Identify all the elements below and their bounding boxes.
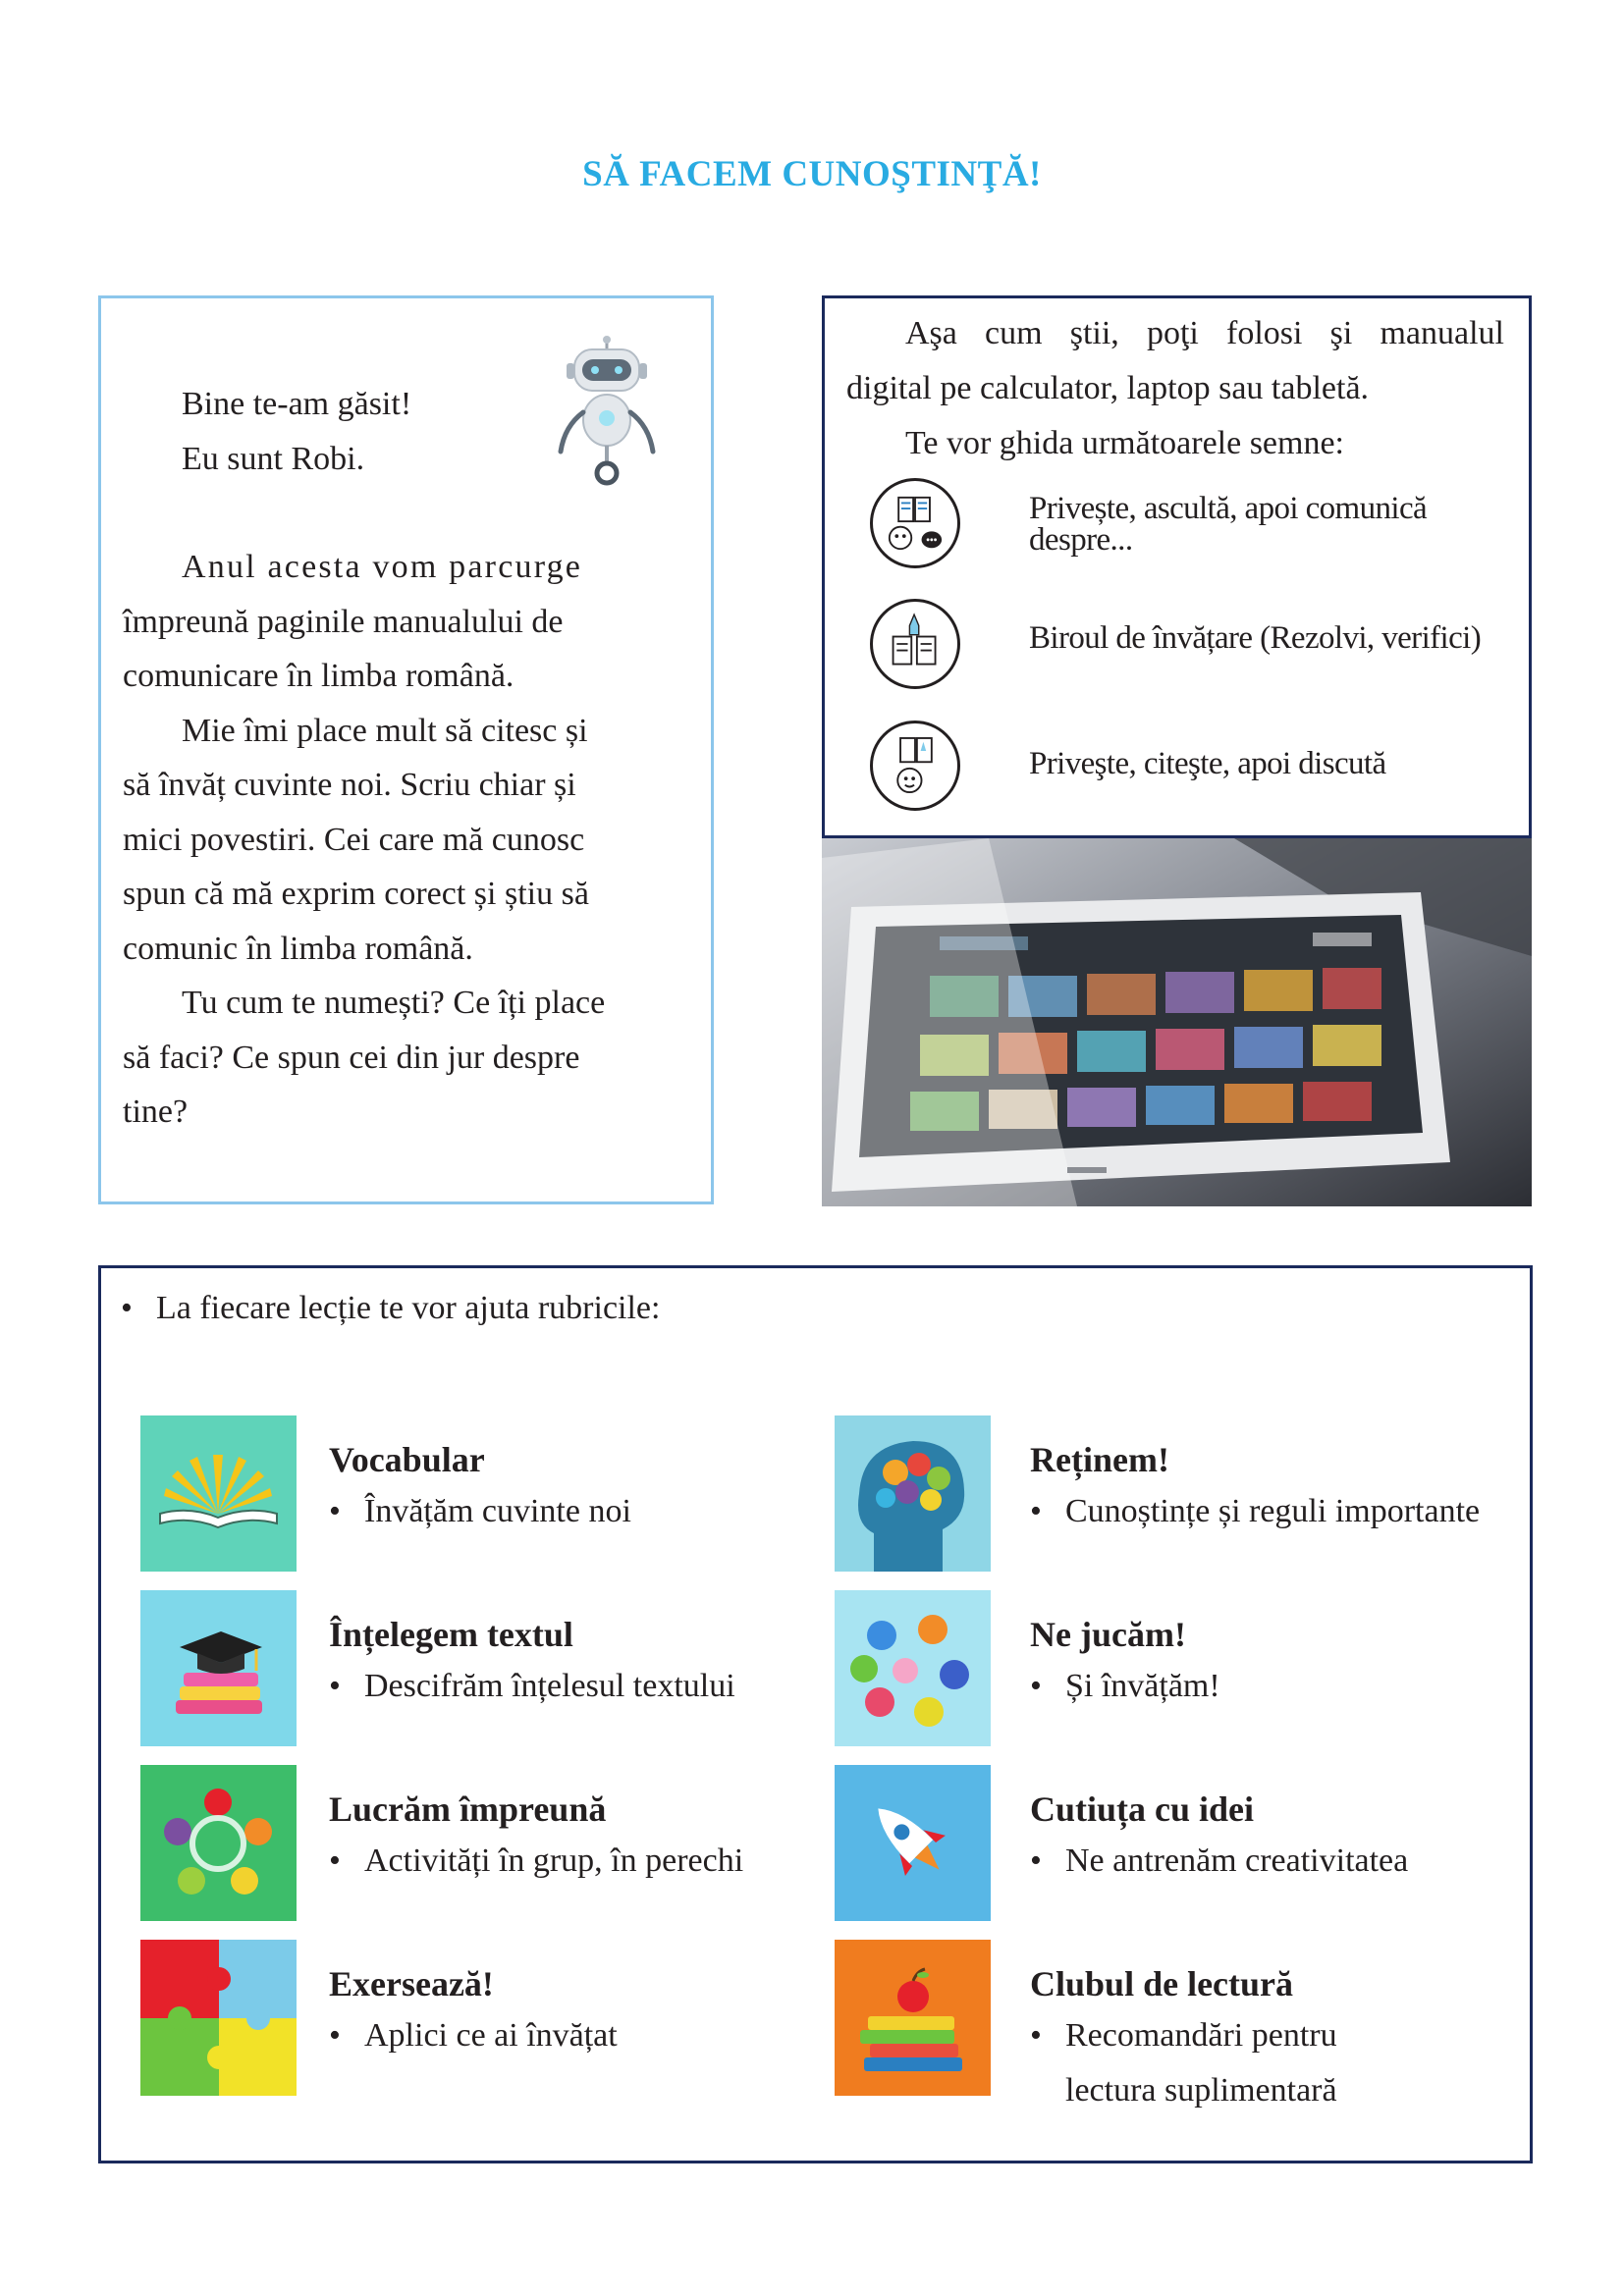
rubrics-box (98, 1265, 1533, 2163)
intro-box (98, 295, 714, 1204)
intro-paragraph-line: să faci? Ce spun cei din jur despre (123, 1039, 580, 1076)
intro-greeting-2: Eu sunt Robi. (182, 440, 365, 477)
learning-desk-icon (870, 599, 960, 689)
rubric-title: Înțelegem textul (329, 1615, 573, 1654)
colored-hands-icon (835, 1590, 991, 1746)
graduation-cap-books-icon (140, 1590, 297, 1746)
rubric-desc: • Recomandări pentru lectura suplimentară (1030, 2017, 1337, 2109)
look-read-discuss-icon (870, 721, 960, 811)
rubric-title: Clubul de lectură (1030, 1964, 1294, 2003)
intro-paragraph-line: Mie îmi place mult să citesc și (182, 712, 588, 749)
intro-greeting-1: Bine te-am găsit! (182, 386, 412, 422)
intro-paragraph-line: tine? (123, 1094, 189, 1130)
rubrics-intro: • La fiecare lecție te vor ajuta rubricile: (121, 1290, 661, 1326)
bullet: • (121, 1290, 133, 1326)
intro-paragraph-line: Anul acesta vom parcurge (182, 549, 583, 585)
digital-line: Te vor ghida următoarele semne: (905, 425, 1344, 461)
page-title: SĂ FACEM CUNOŞTINŢĂ! (582, 154, 1042, 194)
intro-paragraph-line: să învăț cuvinte noi. Scriu chiar și (123, 767, 576, 803)
rubric-title: Vocabular (329, 1440, 485, 1479)
people-circle-icon (140, 1765, 297, 1921)
rubric-title: Cutiuța cu idei (1030, 1789, 1255, 1829)
rubric-title: Exersează! (329, 1964, 494, 2003)
rubric-title: Lucrăm împreună (329, 1789, 607, 1829)
rocket-icon (835, 1765, 991, 1921)
sign-label-1: Privește, ascultă, apoi comunică despre... (1029, 491, 1428, 558)
intro-paragraph-line: mici povestiri. Cei care mă cunosc (123, 821, 585, 858)
rubric-desc: • Învățăm cuvinte noi (329, 1493, 631, 1529)
digital-manual-box (822, 295, 1532, 838)
books-apple-icon (835, 1940, 991, 2096)
rubric-title: Reținem! (1030, 1440, 1169, 1479)
intro-paragraph-line: împreună paginile manualului de (123, 603, 564, 640)
intro-paragraph-line: comunicare în limba română. (123, 658, 514, 694)
digital-line: Aşa cum ştii, poţi folosi şi manualul (905, 315, 1504, 351)
open-book-icon (140, 1415, 297, 1572)
rubric-desc: • Aplici ce ai învățat (329, 2017, 618, 2054)
rubric-title: Ne jucăm! (1030, 1615, 1186, 1654)
look-listen-communicate-icon (870, 478, 960, 568)
rubric-desc: • Descifrăm înțelesul textului (329, 1668, 735, 1704)
sign-label-3: Priveşte, citeşte, apoi discută (1029, 746, 1386, 781)
puzzle-icon (140, 1940, 297, 2096)
rubric-desc: • Ne antrenăm creativitatea (1030, 1842, 1409, 1879)
rubric-desc: • Și învățăm! (1030, 1668, 1220, 1704)
rubric-desc: • Cunoștințe și reguli importante (1030, 1493, 1481, 1529)
digital-manual-text (846, 306, 1504, 471)
tablet-photo (822, 838, 1532, 1206)
intro-paragraph-line: spun că mă exprim corect și știu să (123, 876, 589, 912)
intro-paragraph-line: Tu cum te numești? Ce îți place (182, 985, 606, 1021)
digital-line: digital pe calculator, laptop sau tabletă. (846, 370, 1370, 406)
intro-paragraph-line: comunic în limba română. (123, 930, 473, 967)
sign-label-2: Biroul de învățare (Rezolvi, verifici) (1029, 620, 1482, 656)
rubric-desc: • Activități în grup, în perechi (329, 1842, 744, 1879)
head-brain-icon (835, 1415, 991, 1572)
intro-text (123, 377, 682, 1140)
